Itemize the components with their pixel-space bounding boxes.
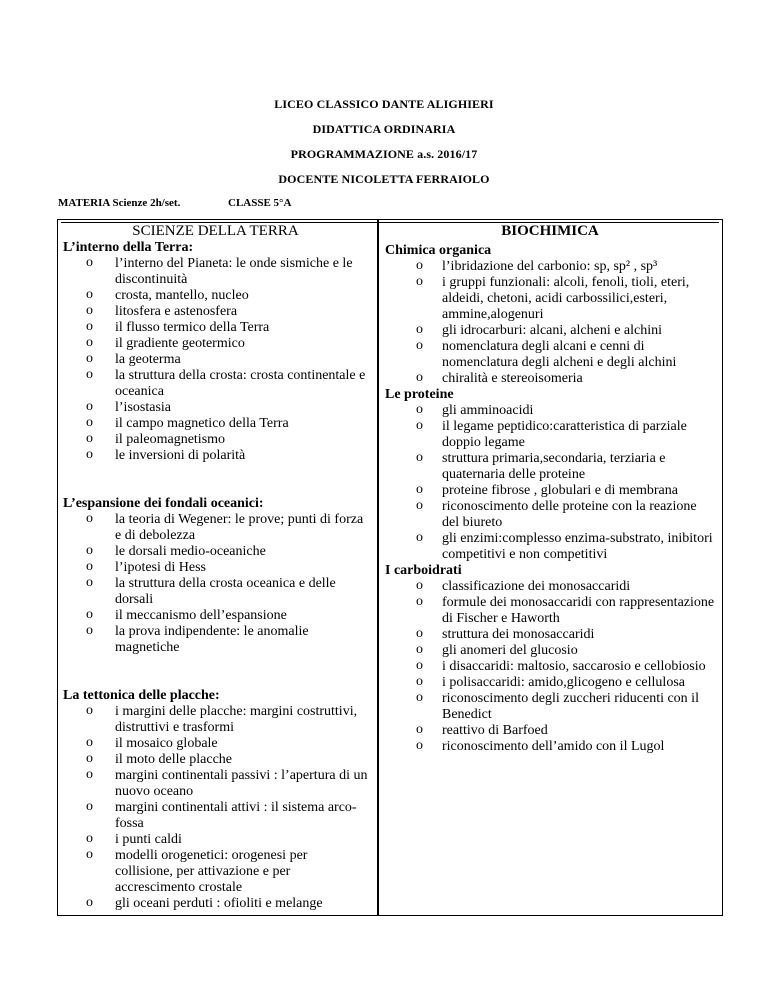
topic-list — [63, 704, 368, 912]
list-item: o le dorsali medio-oceaniche — [63, 544, 368, 560]
section-title: La tettonica delle placche: — [63, 688, 220, 703]
list-item: o nomenclatura degli alcani e cenni di nomenclatura degli alcheni e degli alchini — [385, 339, 715, 371]
list-item: o gli idrocarburi: alcani, alcheni e alchini — [385, 323, 715, 339]
list-item: o reattivo di Barfoed — [385, 723, 715, 739]
list-item: o crosta, mantello, nucleo — [63, 288, 368, 304]
topic-list — [385, 259, 715, 387]
list-item: o formule dei monosaccaridi con rappresentazione di Fischer e Haworth — [385, 595, 715, 627]
list-item: o margini continentali passivi : l’apertura di un nuovo oceano — [63, 768, 368, 800]
list-item: o l’ibridazione del carbonio: sp, sp² , sp³ — [385, 259, 715, 275]
topic-list — [385, 403, 715, 563]
list-item: o i gruppi funzionali: alcoli, fenoli, tioli, eteri, aldeidi, chetoni, acidi carbossilici,esteri, ammine,alogenuri — [385, 275, 715, 323]
list-item: o la geoterma — [63, 352, 368, 368]
program-year: PROGRAMMAZIONE a.s. 2016/17 — [290, 147, 478, 161]
list-item: o gli oceani perduti : ofioliti e melange — [63, 896, 368, 912]
list-item: o l’isostasia — [63, 400, 368, 416]
list-item: o la prova indipendente: le anomalie magnetiche — [63, 624, 368, 656]
topic-list — [63, 512, 368, 656]
list-item: o il gradiente geotermico — [63, 336, 368, 352]
list-item: o i disaccaridi: maltosio, saccarosio e cellobiosio — [385, 659, 715, 675]
list-item: o margini continentali attivi : il sistema arco-fossa — [63, 800, 368, 832]
list-item: o il flusso termico della Terra — [63, 320, 368, 336]
list-item: o la struttura della crosta: crosta continentale e oceanica — [63, 368, 368, 400]
list-item: o struttura dei monosaccaridi — [385, 627, 715, 643]
list-item: o il mosaico globale — [63, 736, 368, 752]
class-label: CLASSE 5°A — [228, 197, 292, 209]
list-item: o i punti caldi — [63, 832, 368, 848]
list-item: o i polisaccaridi: amido,glicogeno e cellulosa — [385, 675, 715, 691]
list-item: o il paleomagnetismo — [63, 432, 368, 448]
list-item: o i margini delle placche: margini costruttivi, distruttivi e trasformi — [63, 704, 368, 736]
list-item: o riconoscimento degli zuccheri riducenti con il Benedict — [385, 691, 715, 723]
list-item: o l’interno del Pianeta: le onde sismiche e le discontinuità — [63, 256, 368, 288]
list-item: o la struttura della crosta oceanica e delle dorsali — [63, 576, 368, 608]
section-title: L’espansione dei fondali oceanici: — [63, 496, 264, 511]
list-item: o gli anomeri del glucosio — [385, 643, 715, 659]
list-item: o classificazione dei monosaccaridi — [385, 579, 715, 595]
list-item: o riconoscimento dell’amido con il Lugol — [385, 739, 715, 755]
list-item: o gli enzimi:complesso enzima-substrato, inibitori competitivi e non competitivi — [385, 531, 715, 563]
list-item: o litosfera e astenosfera — [63, 304, 368, 320]
section-title: L’interno della Terra: — [63, 240, 194, 255]
list-item: o chiralità e stereoisomeria — [385, 371, 715, 387]
column-divider — [377, 219, 379, 916]
list-item: o riconoscimento delle proteine con la reazione del biureto — [385, 499, 715, 531]
list-item: o il moto delle placche — [63, 752, 368, 768]
section-title: Chimica organica — [385, 243, 492, 258]
list-item: o il legame peptidico:caratteristica di parziale doppio legame — [385, 419, 715, 451]
biochemistry-column — [385, 223, 715, 755]
teaching-type: DIDATTICA ORDINARIA — [312, 122, 456, 136]
section-title: I carboidrati — [385, 563, 462, 578]
list-item: o le inversioni di polarità — [63, 448, 368, 464]
column-title: BIOCHIMICA — [501, 223, 599, 239]
list-item: o proteine fibrose , globulari e di membrana — [385, 483, 715, 499]
subject-label: MATERIA Scienze 2h/set. — [58, 197, 181, 209]
list-item: o struttura primaria,secondaria, terziaria e quaternaria delle proteine — [385, 451, 715, 483]
section-title: Le proteine — [385, 387, 454, 402]
list-item: o la teoria di Wegener: le prove; punti di forza e di debolezza — [63, 512, 368, 544]
topic-list — [63, 256, 368, 464]
earth-science-column — [63, 223, 368, 912]
list-item: o l’ipotesi di Hess — [63, 560, 368, 576]
teacher-name: DOCENTE NICOLETTA FERRAIOLO — [278, 172, 490, 186]
topic-list — [385, 579, 715, 755]
list-item: o modelli orogenetici: orogenesi per collisione, per attivazione e per accrescimento crostale — [63, 848, 368, 896]
list-item: o il meccanismo dell’espansione — [63, 608, 368, 624]
column-title: SCIENZE DELLA TERRA — [132, 223, 299, 239]
list-item: o gli amminoacidi — [385, 403, 715, 419]
school-name: LICEO CLASSICO DANTE ALIGHIERI — [274, 97, 494, 111]
list-item: o il campo magnetico della Terra — [63, 416, 368, 432]
